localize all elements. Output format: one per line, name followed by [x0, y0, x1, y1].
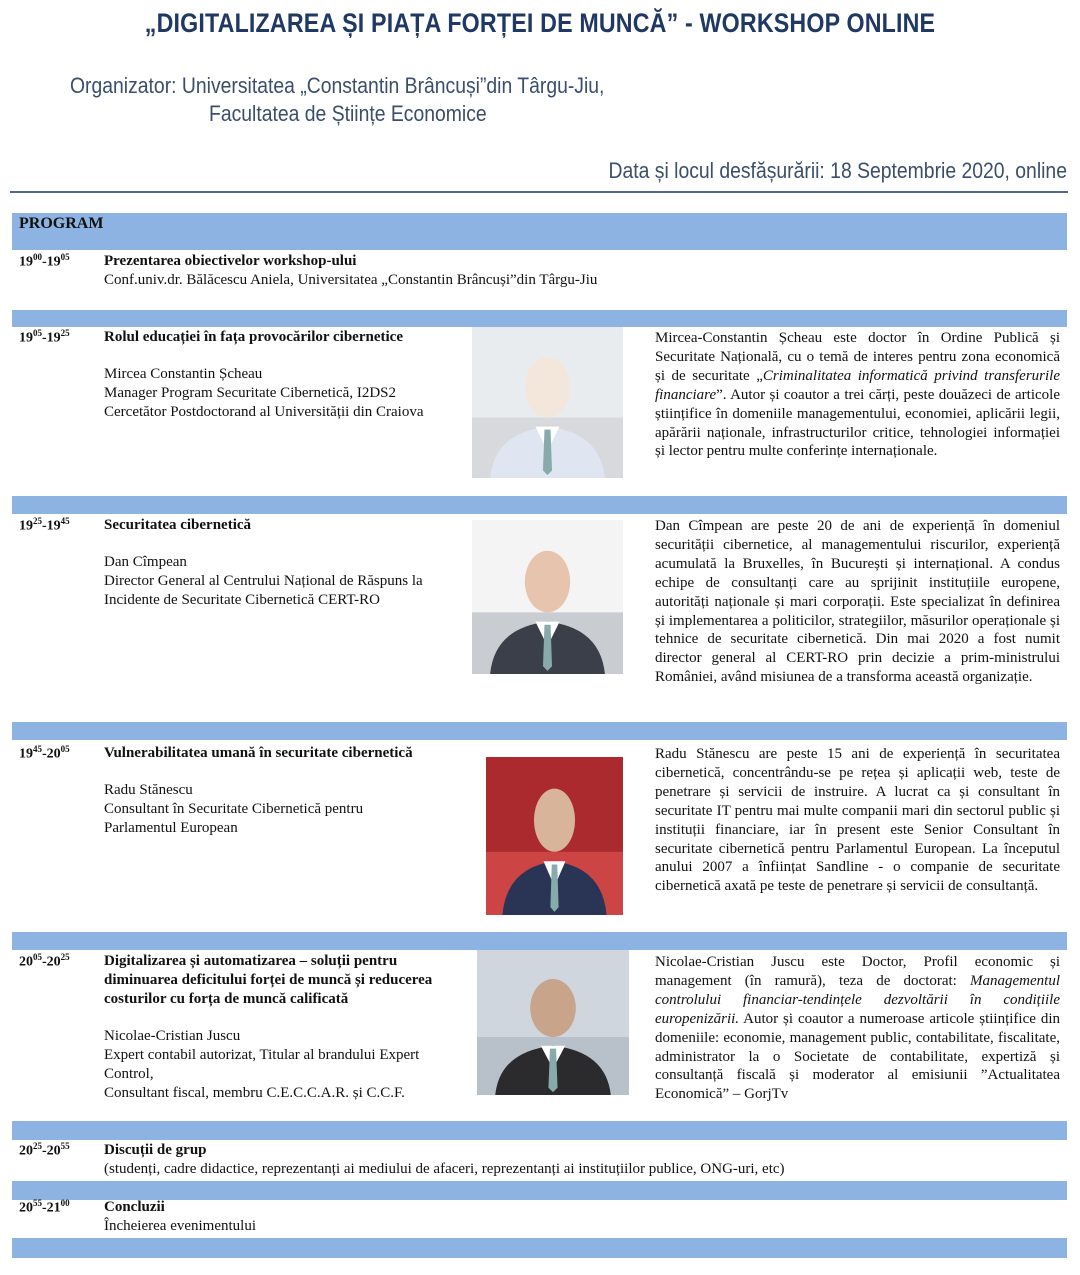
session-detail-line: Consultant în Securitate Cibernetică pentru: [104, 801, 364, 817]
session-detail-line: Mircea Constantin Șcheau: [104, 366, 263, 382]
session-detail-line: (studenți, cadre didactice, reprezentanți ai mediului de afaceri, reprezentanți ai instituțiilor publice, ONG-uri, etc): [104, 1161, 785, 1177]
session-detail-line: Cercetător Postdoctorand al Universității din Craiova: [104, 404, 424, 420]
section-separator-band: [12, 932, 1067, 950]
speaker-bio: Mircea-Constantin Șcheau este doctor în Ordine Publică și Securitate Națională, cu o temă de interes pentru zona economică și de securitate „Criminalitatea informatică privind transferurile financiare”. Autor și coautor a trei cărți, peste douăzeci de articole științifice în domeniile managementului, economiei, aplicării legii, apărării naționale, infrastructurilor critice, tehnologiei informației și lector pentru multe conferințe internaționale.: [655, 330, 1060, 460]
program-label: PROGRAM: [19, 215, 104, 232]
section-separator-band: [12, 722, 1067, 740]
session-detail-line: Incidente de Securitate Cibernetică CERT-RO: [104, 592, 380, 608]
session-time: $20^{55}-21^{00}$: [19, 1198, 70, 1216]
session-detail-line: Director General al Centrului Național de Răspuns la: [104, 573, 423, 589]
section-separator-band: [12, 1121, 1067, 1140]
section-separator-band: [12, 1238, 1067, 1258]
session-title: Vulnerabilitatea umană în securitate cibernetică: [104, 745, 413, 761]
speaker-bio: Nicolae-Cristian Juscu este Doctor, Profil economic și management (în ramură), teza de doctorat: Managementul controlului financiar-tendințele dezvoltării în condițiile europenizării. Autor și coautor a numeroase articole științifice din domeniile: economie, management public, contabilitate, fiscalitate, administrator la o Societate de contabilitate, expertiză și consultanță fiscală și moderator al emisiunii ”Actualitatea Economică” – GorjTv: [655, 954, 1060, 1103]
session-detail-line: Manager Program Securitate Cibernetică, I2DS2: [104, 385, 396, 401]
speaker-photo: [486, 757, 623, 915]
session-detail-line: Consultant fiscal, membru C.E.C.C.A.R. și C.C.F.: [104, 1085, 405, 1101]
section-separator-band: [12, 310, 1067, 327]
session-title: Concluzii: [104, 1199, 165, 1215]
speaker-photo: [477, 950, 629, 1095]
session-title: Securitatea cibernetică: [104, 517, 252, 533]
speaker-photo: [472, 520, 623, 674]
session-detail-line: Parlamentul European: [104, 820, 238, 836]
session-detail-line: Expert contabil autorizat, Titular al brandului Expert: [104, 1047, 420, 1063]
session-detail-line: Încheierea evenimentului: [104, 1218, 257, 1234]
divider: [10, 191, 1068, 193]
speaker-photo: [472, 327, 623, 478]
page-title: „DIGITALIZAREA ȘI PIAȚA FORȚEI DE MUNCĂ” - WORKSHOP ONLINE: [144, 8, 936, 38]
session-time: $19^{25}-19^{45}$: [19, 516, 70, 534]
session-time: $20^{05}-20^{25}$: [19, 952, 70, 970]
session-detail-line: Dan Cîmpean: [104, 554, 187, 570]
session-detail-line: Control,: [104, 1066, 154, 1082]
session-title: Rolul educației în fața provocărilor cibernetice: [104, 329, 403, 345]
event-date: Data și locul desfășurării: 18 Septembrie 2020, online: [608, 158, 1067, 183]
session-time: $19^{05}-19^{25}$: [19, 328, 70, 346]
session-time: $20^{25}-20^{55}$: [19, 1141, 70, 1159]
organizer-line: Organizator: Universitatea „Constantin Brâncuși”din Târgu-Jiu,: [70, 73, 605, 98]
section-separator-band: [12, 1181, 1067, 1200]
session-title: Discuții de grup: [104, 1142, 207, 1158]
session-time: $19^{45}-20^{05}$: [19, 744, 70, 762]
speaker-bio: Dan Cîmpean are peste 20 de ani de experiență în domeniul securității cibernetice, al managementului riscurilor, experiență acumulată la Bruxelles, în București și internațional. A condus echipe de consultanți care au sprijinit instituțiile europene, autorități naționale și mari corporații. Este specializat în definirea și implementarea a politicilor, strategiilor, măsurilor operaționale și tehnice de securitate cibernetică. Din mai 2020 a fost numit director general al CERT-RO prin decizie a prim-ministrului României, având misiunea de a transforma această organizație.: [655, 518, 1060, 686]
session-detail-line: Nicolae-Cristian Juscu: [104, 1028, 241, 1044]
speaker-bio: Radu Stănescu are peste 15 ani de experiență în securitatea cibernetică, concentrându-se pe rețea și aplicații web, teste de penetrare și servicii de instruire. A lucrat ca și consultant în securitate IT pentru mai multe companii mari din sectorul public și instituții financiare, iar în present este Senior Consultant în securitate cibernetică pentru Parlamentul European. La începutul anului 2007 a înființat Sandline - o companie de securitate cibernetică axată pe teste de penetrare și servicii de consultanță.: [655, 746, 1060, 895]
session-detail-line: Conf.univ.dr. Bălăcescu Aniela, Universitatea „Constantin Brâncuși”din Târgu-Jiu: [104, 272, 598, 288]
session-title: Digitalizarea și automatizarea – soluții pentru diminuarea deficitului forței de muncă și reducerea costurilor cu forța de muncă calificată: [104, 953, 433, 1007]
session-time: $19^{00}-19^{05}$: [19, 252, 70, 270]
faculty-line: Facultatea de Științe Economice: [209, 101, 487, 126]
session-detail-line: Radu Stănescu: [104, 782, 193, 798]
section-separator-band: [12, 496, 1067, 514]
program-header-band: [12, 213, 1067, 250]
session-title: Prezentarea obiectivelor workshop-ului: [104, 253, 357, 269]
